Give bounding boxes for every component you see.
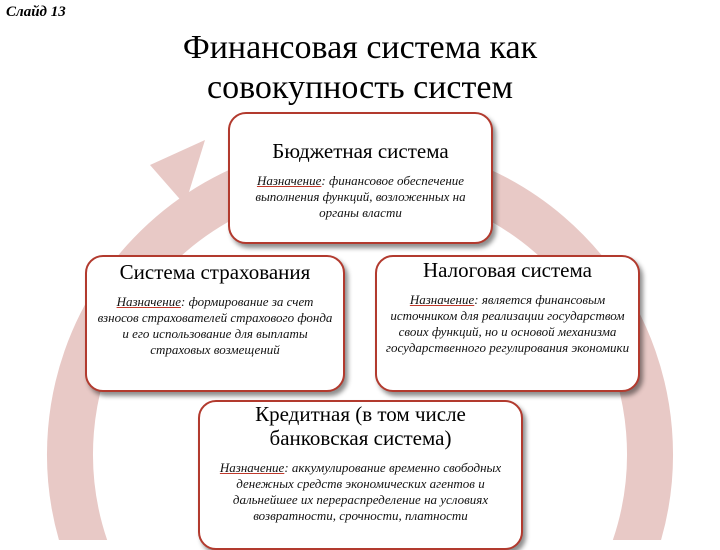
title-line-1: Финансовая система как [182,29,538,66]
insurance-system-box [85,255,345,392]
credit-system-title [200,402,521,450]
title-line-2: совокупность систем [207,69,513,106]
purpose-label: Назначение [409,292,475,308]
budget-system-box [228,112,493,244]
tax-system-text: является финансовым источником для реализации государством своих функций, но и основой механизма государственного регулирования экономики [385,292,630,356]
insurance-system-description: Назначение: формирование за счет взносов страхователей страхового фонда и его использование для выплаты страховых возмещений [97,294,333,358]
budget-system-description: Назначение: финансовое обеспечение выполнения функций, возложенных на органы власти [255,173,466,221]
insurance-system-title: Система страхования [119,260,311,284]
budget-system-text: финансовое обеспечение выполнения функций, возложенных на органы власти [255,173,466,221]
tax-system-title: Налоговая система [423,258,592,282]
tax-system-description: Назначение: является финансовым источником для реализации государством своих функций, но и основой механизма государственного регулирования экономики [385,292,630,356]
credit-title-line-1: Кредитная (в том числе [255,402,466,426]
credit-system-text: аккумулирование временно свободных денежных средств экономических агентов и дальнейшее их перераспределение на условиях возвратности, срочности, платности [232,460,502,523]
credit-system-box [198,400,523,550]
purpose-label: Назначение [116,294,181,310]
budget-system-title: Бюджетная система [272,139,449,163]
credit-system-description: Назначение: аккумулирование временно свободных денежных средств экономических агентов и дальнейшее их перераспределение на условиях возвратности, срочности, платности [219,460,502,523]
purpose-label: Назначение [219,460,285,475]
tax-system-box [375,255,640,392]
page-title [120,28,600,108]
insurance-system-text: формирование за счет взносов страхователей страхового фонда и его использование для выплаты страховых возмещений [97,294,333,358]
slide-label: Слайд 13 [6,4,66,20]
purpose-label: Назначение [256,173,322,189]
credit-title-line-2: банковская система) [269,426,452,450]
